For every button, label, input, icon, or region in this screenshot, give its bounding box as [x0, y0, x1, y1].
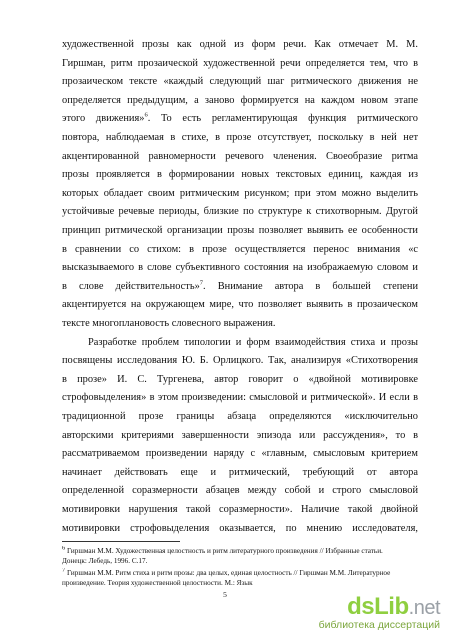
- text-line: авторскими критериями завершенности эпизода или рассуждения», то в: [62, 429, 418, 441]
- text-line: мотивировки строфовыделения оказывается, по мнению исследователя,: [62, 522, 418, 534]
- footnote-7-cont: произведение. Теория художественной целостности. М.: Язык: [62, 579, 253, 587]
- watermark: [292, 593, 442, 631]
- text-line: тексте многоплановость словесного выражения.: [62, 318, 276, 329]
- watermark-tagline: библиотека диссертаций: [318, 619, 440, 631]
- text-line: акцентированной равномерности речевого членения. Своеобразие ритма: [62, 150, 418, 162]
- text-line: устойчивые речевые периоды, близкие по структуре к стихотворным. Другой: [62, 206, 418, 218]
- text-line: в прозе» И. С. Тургенева, автор говорит о «двойной мотивировке: [62, 373, 418, 385]
- text-line: прозы проявляется в формировании новых текстовых единиц, каждая из: [62, 169, 418, 181]
- text-line: начинает действовать еще и ритмический, требующий от автора: [62, 466, 418, 478]
- text-line: традиционной прозе границы абзаца определяются «исключительно: [62, 411, 418, 422]
- text-line: художественной прозы как одной из форм речи. Как отмечает М. М.: [62, 39, 418, 50]
- text-line: повтора, наблюдаемая в стихе, в прозе отсутствует, поскольку в ней нет: [62, 132, 418, 143]
- text-line: определяется предыдущим, а заново формируется на каждом новом этапе: [62, 94, 418, 106]
- footnote-separator: [62, 541, 180, 542]
- text-line: акцентируется на окружающем мире, что позволяет выявить в прозаическом: [62, 299, 418, 311]
- text-line: Гиршман, ритм прозаической художественной речи определяется тем, что в: [62, 57, 418, 69]
- text-line: принцип ритмической организации прозы позволяет выявить ее особенности: [62, 225, 418, 236]
- text-fragment: этого движения»: [62, 113, 145, 125]
- text-fragment: . То есть регламентирующая функция ритмического: [147, 113, 418, 125]
- text-line-with-footnote-ref: [62, 112, 418, 126]
- paragraph-first-line: Разработке проблем типологии и форм взаимодействия стиха и прозы: [88, 336, 418, 348]
- text-line: высказываемого в слове субъективного состояния на изображаемую словом и: [62, 262, 418, 274]
- text-line: определенной соразмерности абзацев между собой и строго смысловой: [62, 485, 418, 497]
- footnote-6: [62, 546, 418, 556]
- text-line: мотивировки нарушения такой соразмерности». Наличие такой двойной: [62, 504, 418, 515]
- logo-tld: .net: [408, 597, 440, 619]
- footnote-mark: 7: [62, 568, 66, 574]
- text-fragment: . Внимание автора в большей степени: [203, 280, 418, 292]
- footnote-ref-7[interactable]: 7: [199, 279, 204, 287]
- footnote-mark: 6: [62, 546, 66, 552]
- footnote-6-cont: Донецк: Лебедь, 1996. С.17.: [62, 557, 148, 565]
- footnote-text: Гиршман М.М. Художественная целостность и ритм литературного произведения // Избранные статьи.: [67, 547, 383, 555]
- footnote-ref-6[interactable]: 6: [144, 112, 148, 119]
- logo-main: dsLib: [347, 593, 409, 620]
- text-line: строфовыделения» в этом произведении: смысловой и ритмической». И если в: [62, 392, 418, 404]
- text-line: в сравнении со стихом: в прозе осуществляется перенос внимания «с: [62, 243, 418, 255]
- text-line: прозаическом тексте «каждый следующий шаг ритмического движения не: [62, 76, 418, 88]
- footnote-text: Гиршман М.М. Ритм стиха и ритм прозы: два целых, единая целостность // Гиршман М.М. Литературное: [65, 569, 391, 577]
- text-line: рассматриваемом произведении наряду с «главным, смысловым критерием: [62, 448, 418, 460]
- footnote-7: [62, 568, 418, 578]
- text-line: посвящены исследования Ю. Б. Орлицкого. Так, анализируя «Стихотворения: [62, 355, 418, 367]
- text-line-with-footnote-ref: [62, 280, 418, 294]
- text-fragment: в слове действительность»: [62, 280, 200, 292]
- page-number: 5: [223, 590, 227, 599]
- watermark-logo: [347, 593, 440, 621]
- text-line: которых обладает своим ритмическим рисунком; при этом можно выделить: [62, 187, 418, 199]
